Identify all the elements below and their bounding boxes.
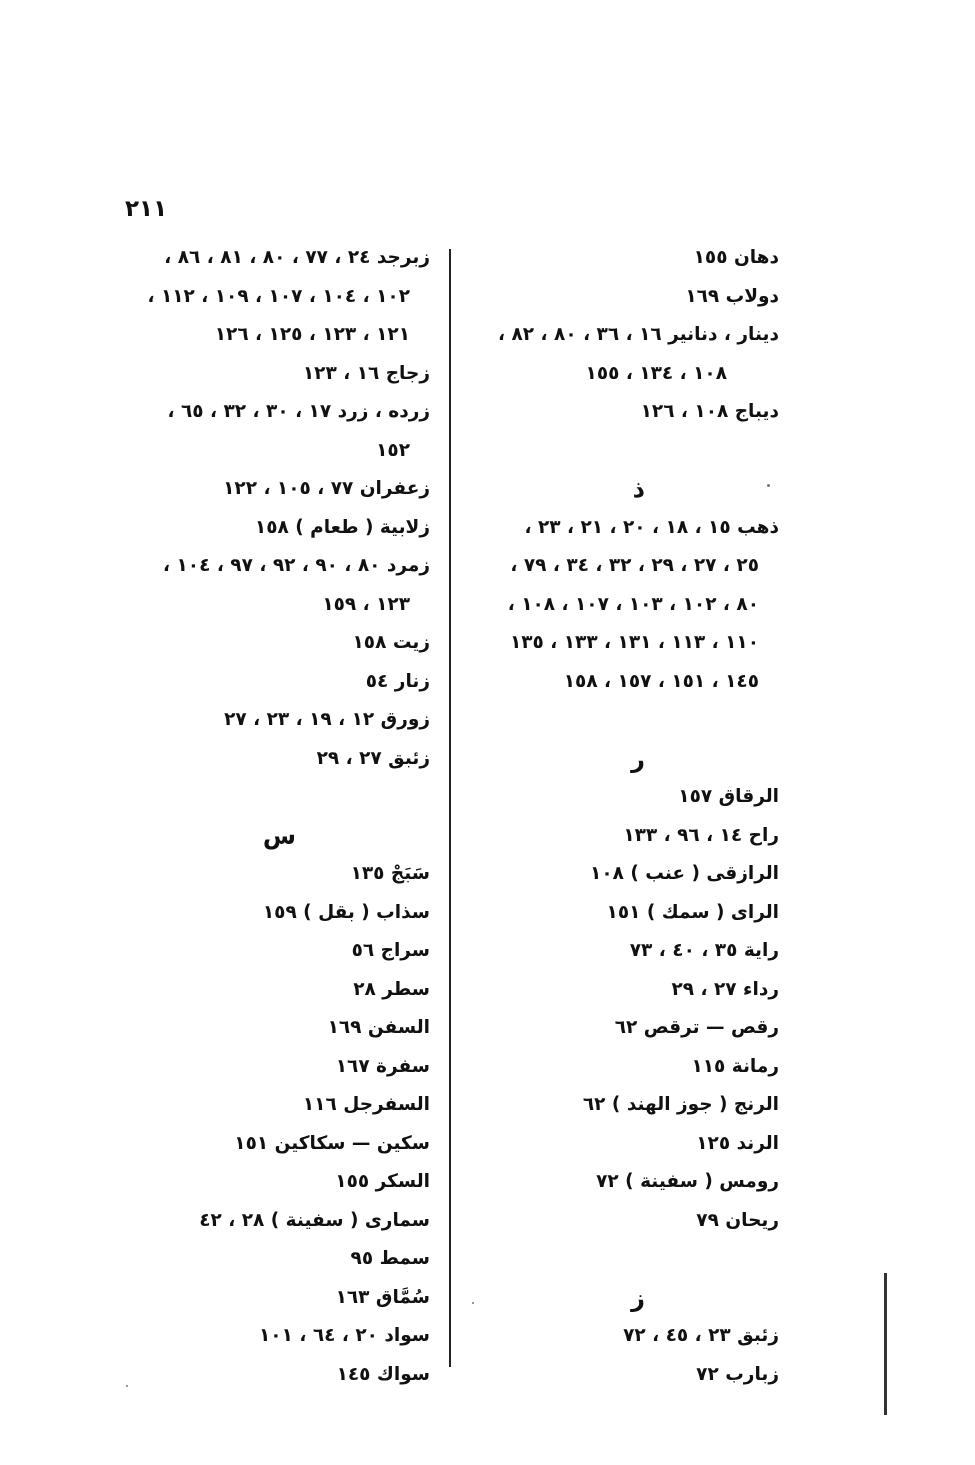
index-entry: زرده ، زرد ١٧ ، ٣٠ ، ٣٢ ، ٦٥ ،	[167, 401, 430, 422]
section-letter-heading: ز	[631, 1283, 645, 1312]
index-entry: سواد ٢٠ ، ٦٤ ، ١٠١	[259, 1325, 430, 1346]
index-entry: زبرجد ٢٤ ، ٧٧ ، ٨٠ ، ٨١ ، ٨٦ ،	[164, 247, 430, 268]
index-entry: الرند ١٢٥	[696, 1132, 779, 1154]
scan-speck	[472, 1302, 474, 1304]
index-entry: زئبق ٢٧ ، ٢٩	[316, 747, 430, 769]
index-entry: رومس ( سفينة ) ٧٢	[596, 1171, 779, 1192]
index-entry: سَبَجْ ١٣٥	[350, 863, 430, 884]
index-entry: زورق ١٢ ، ١٩ ، ٢٣ ، ٢٧	[224, 709, 430, 730]
index-entry: سفرة ١٦٧	[335, 1055, 430, 1077]
section-letter-heading: ذ	[632, 475, 645, 503]
index-entry: سمارى ( سفينة ) ٢٨ ، ٤٢	[199, 1209, 430, 1231]
section-gap	[459, 701, 779, 740]
index-entry: سواك ١٤٥	[336, 1363, 430, 1385]
section-gap	[110, 778, 430, 817]
index-entry: الرقاق ١٥٧	[678, 786, 779, 807]
index-entry: زنار ٥٤	[365, 670, 430, 692]
index-entry: رمانة ١١٥	[691, 1055, 779, 1077]
index-entry-continuation: ١٢١ ، ١٢٣ ، ١٢٥ ، ١٢٦	[214, 324, 410, 345]
index-entry-continuation: ١٠٨ ، ١٣٤ ، ١٥٥	[585, 362, 727, 384]
index-entry-continuation: ١٢٣ ، ١٥٩	[322, 593, 410, 615]
index-entry: راح ١٤ ، ٩٦ ، ١٣٣	[623, 824, 779, 846]
index-entry-continuation: ٢٥ ، ٢٧ ، ٢٩ ، ٣٢ ، ٣٤ ، ٧٩ ،	[510, 555, 759, 576]
index-entry: رداء ٢٧ ، ٢٩	[671, 978, 779, 1000]
index-entry: زبارب ٧٢	[696, 1363, 779, 1385]
section-letter-heading: ر	[631, 744, 645, 773]
scan-speck	[767, 484, 770, 487]
index-entry-continuation: ٨٠ ، ١٠٢ ، ١٠٣ ، ١٠٧ ، ١٠٨ ،	[507, 593, 759, 615]
index-entry-continuation: ١٠٢ ، ١٠٤ ، ١٠٧ ، ١٠٩ ، ١١٢ ،	[147, 285, 410, 307]
index-entry: ذهب ١٥ ، ١٨ ، ٢٠ ، ٢١ ، ٢٣ ،	[524, 516, 779, 538]
section-gap	[459, 1240, 779, 1279]
index-entry: دينار ، دنانير ١٦ ، ٣٦ ، ٨٠ ، ٨٢ ،	[498, 324, 779, 345]
index-entry: الرازقى ( عنب ) ١٠٨	[590, 863, 779, 884]
index-entry: زمرد ٨٠ ، ٩٠ ، ٩٢ ، ٩٧ ، ١٠٤ ،	[163, 555, 430, 576]
index-entry: سطر ٢٨	[353, 978, 430, 1000]
index-column-right	[459, 239, 779, 1394]
index-column-left	[110, 239, 430, 1394]
index-entry: زجاج ١٦ ، ١٢٣	[302, 362, 430, 384]
index-entry: سراج ٥٦	[351, 940, 430, 961]
index-entry: رقص — ترقص ٦٢	[614, 1017, 779, 1038]
index-entry: زيت ١٥٨	[352, 632, 430, 653]
index-entry: سكين — سكاكين ١٥١	[234, 1132, 430, 1154]
section-gap	[459, 432, 779, 471]
index-entry: زلابية ( طعام ) ١٥٨	[254, 516, 430, 538]
scan-speck	[126, 1385, 128, 1387]
index-entry-continuation: ١٤٥ ، ١٥١ ، ١٥٧ ، ١٥٨	[563, 670, 759, 692]
index-entry: سذاب ( بقل ) ١٥٩	[262, 901, 430, 923]
index-entry-continuation: ١١٠ ، ١١٣ ، ١٣١ ، ١٣٣ ، ١٣٥	[509, 632, 759, 653]
column-divider	[449, 249, 451, 1367]
index-entry: دهان ١٥٥	[693, 247, 779, 268]
index-entry: دولاب ١٦٩	[685, 285, 779, 307]
index-entry: السكر ١٥٥	[335, 1171, 430, 1192]
index-entry: السفن ١٦٩	[327, 1017, 430, 1038]
index-entry: الراى ( سمك ) ١٥١	[606, 901, 779, 923]
index-entry: ريحان ٧٩	[696, 1209, 779, 1231]
index-entry: سمط ٩٥	[350, 1248, 430, 1269]
index-entry: راية ٣٥ ، ٤٠ ، ٧٣	[629, 940, 779, 961]
index-entry: السفرجل ١١٦	[302, 1094, 430, 1115]
index-entry-continuation: ١٥٢	[376, 439, 410, 461]
index-entry: سُمَّاق ١٦٣	[335, 1286, 430, 1308]
page-edge-mark	[884, 1273, 887, 1415]
index-entry: الرنج ( جوز الهند ) ٦٢	[582, 1094, 779, 1115]
page-number: ٢١١	[125, 196, 168, 222]
index-entry: زعفران ٧٧ ، ١٠٥ ، ١٢٢	[223, 478, 430, 499]
index-entry: ديباج ١٠٨ ، ١٢٦	[640, 401, 779, 422]
section-letter-heading: س	[262, 821, 296, 850]
index-entry: زئبق ٢٣ ، ٤٥ ، ٧٢	[623, 1325, 779, 1346]
